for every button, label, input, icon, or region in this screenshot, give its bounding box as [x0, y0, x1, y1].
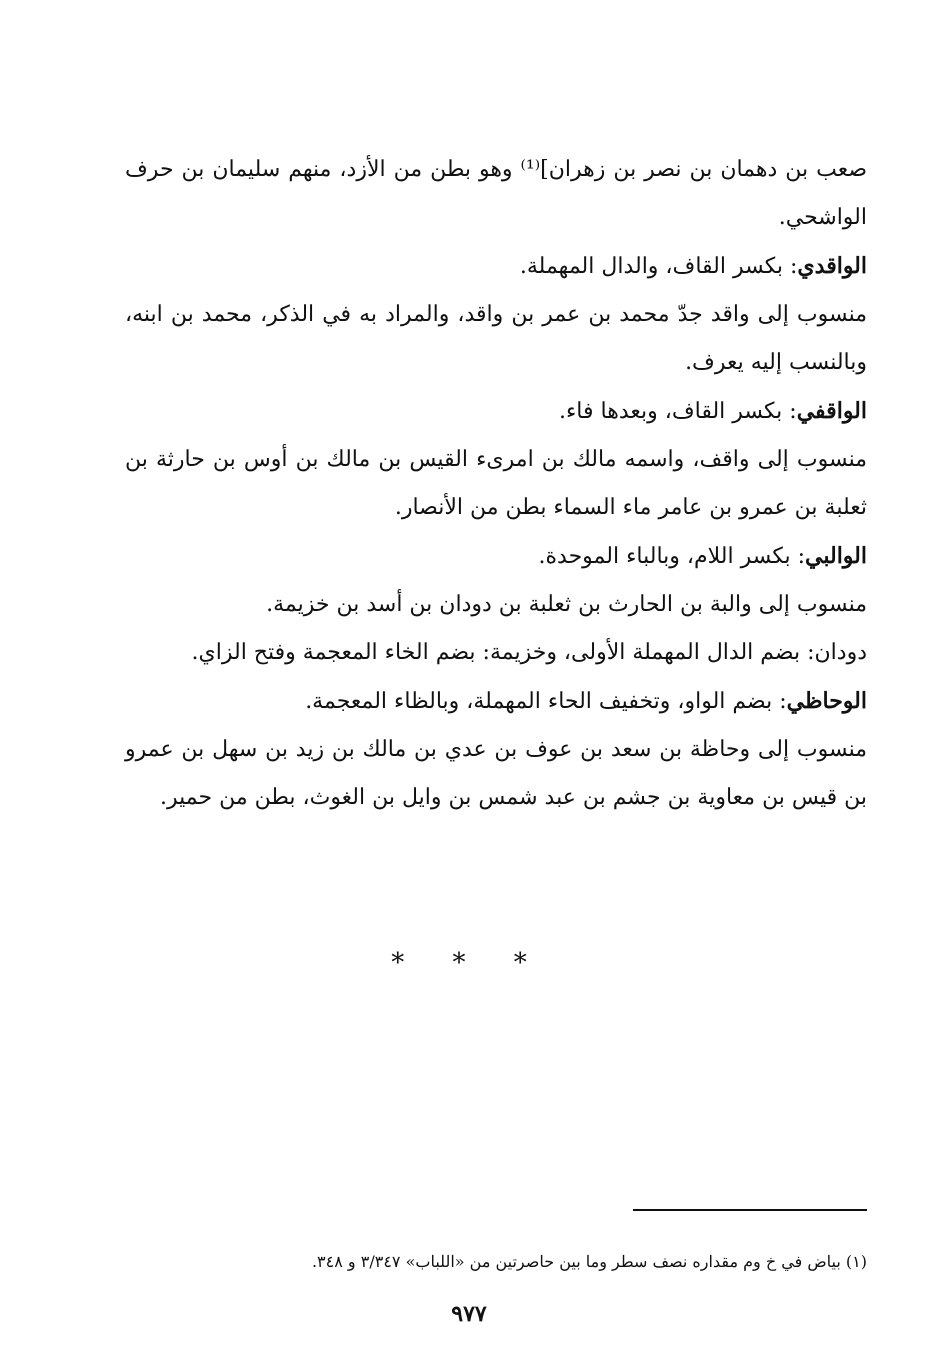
entry-heading: الواقدي — [797, 253, 867, 279]
section-separator: * * * — [391, 948, 547, 978]
entry-wahazi — [125, 677, 867, 822]
entry-pronunciation: : بكسر القاف، والدال المهملة. — [519, 254, 798, 279]
footnote: (١) بياض في خ وم مقداره نصف سطر وما بين حاصرتين من «اللباب» ٣/٣٤٧ و ٣٤٨. — [311, 1252, 867, 1271]
entry-pronunciation: : بكسر اللام، وبالباء الموحدة. — [538, 544, 806, 569]
main-text — [125, 146, 867, 822]
entry-waqidi — [125, 242, 867, 387]
intro-paragraph: صعب بن دهمان بن نصر بن زهران]⁽¹⁾ وهو بطن من الأزد، منهم سليمان بن حرف الواشحي. — [125, 157, 867, 230]
entry-pronunciation: : بضم الواو، وتخفيف الحاء المهملة، وبالظاء المعجمة. — [305, 689, 787, 714]
entry-paragraph: دودان: بضم الدال المهملة الأولى، وخزيمة: بضم الخاء المعجمة وفتح الزاي. — [191, 640, 867, 665]
entry-paragraph: منسوب إلى واقف، واسمه مالك بن امرىء القيس بن مالك بن أوس بن حارثة بن ثعلبة بن عمرو بن عامر ماء السماء بطن من الأنصار. — [125, 447, 867, 520]
entry-paragraph: منسوب إلى والبة بن الحارث بن ثعلبة بن دودان بن أسد بن خزيمة. — [266, 592, 867, 617]
entry-heading: الوالبي — [805, 543, 867, 569]
footnote-rule — [633, 1209, 867, 1211]
entry-waqifi — [125, 387, 867, 532]
entry-heading: الوحاظي — [786, 688, 867, 714]
entry-heading: الواقفي — [796, 398, 867, 424]
entry-paragraph: منسوب إلى واقد جدّ محمد بن عمر بن واقد، والمراد به في الذكر، محمد بن ابنه، وبالنسب إليه يعرف. — [125, 302, 867, 375]
page-number: ٩٧٧ — [451, 1301, 487, 1327]
entry-walibi — [125, 532, 867, 677]
entry-paragraph: منسوب إلى وحاظة بن سعد بن عوف بن عدي بن مالك بن زيد بن سهل بن عمرو بن قيس بن معاوية بن جشم بن عبد شمس بن وايل بن الغوث، بطن من حمير. — [125, 737, 867, 810]
entry-pronunciation: : بكسر القاف، وبعدها فاء. — [558, 399, 797, 424]
